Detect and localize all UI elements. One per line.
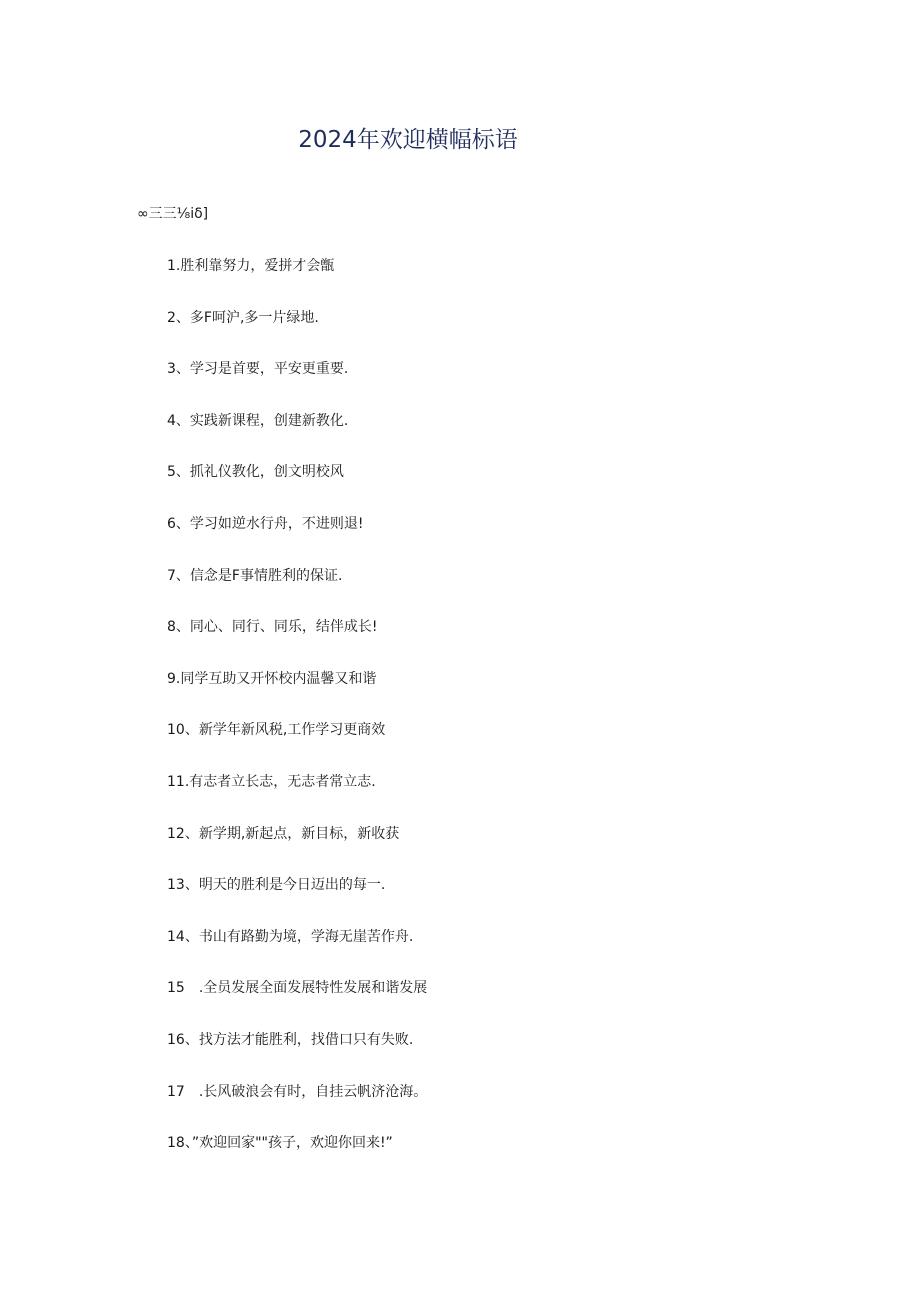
document-title: 2024年欢迎横幅标语 <box>298 127 518 153</box>
slogan-item-7: 7、信念是F事情胜利的保证. <box>167 567 343 584</box>
slogan-item-2: 2、多F呵沪,多一片绿地. <box>167 309 319 326</box>
slogan-item-15: 15 .全员发展全面发展特性发展和谐发展 <box>167 980 428 997</box>
slogan-item-4: 4、实践新课程，创建新教化. <box>167 412 349 429</box>
slogan-item-1: 1.胜利靠努力，爱拼才会甑 <box>167 258 335 274</box>
slogan-item-17: 17 .长风破浪会有时，自挂云帆济沧海。 <box>167 1083 428 1100</box>
slogan-item-8: 8、同心、同行、同乐，结伴成长! <box>167 619 378 636</box>
slogan-item-10: 10、新学年新风税,工作学习更商效 <box>167 722 386 739</box>
slogan-item-16: 16、找方法才能胜利，找借口只有失败. <box>167 1031 414 1048</box>
slogan-list <box>167 255 427 1184</box>
slogan-item-12: 12、新学期,新起点，新目标，新收获 <box>167 825 400 842</box>
slogan-item-6: 6、学习如逆水行舟，不进则退! <box>167 515 364 532</box>
slogan-item-18: 18、”欢迎回家""孩子，欢迎你回来!” <box>167 1135 393 1152</box>
slogan-item-3: 3、学习是首要，平安更重要. <box>167 361 349 378</box>
slogan-item-14: 14、书山有路勤为境，学海无崖苦作舟. <box>167 928 414 945</box>
slogan-item-5: 5、抓礼仪教化，创文明校风 <box>167 464 344 481</box>
slogan-item-11: 11.有志者立长志，无志者常立志. <box>167 773 376 790</box>
slogan-item-9: 9.同学互助又开怀校内温馨又和谐 <box>167 670 377 687</box>
slogan-item-13: 13、明天的胜利是今日迈出的每一. <box>167 877 386 894</box>
document-subheading: ∞三三⅛iδ] <box>137 206 209 222</box>
